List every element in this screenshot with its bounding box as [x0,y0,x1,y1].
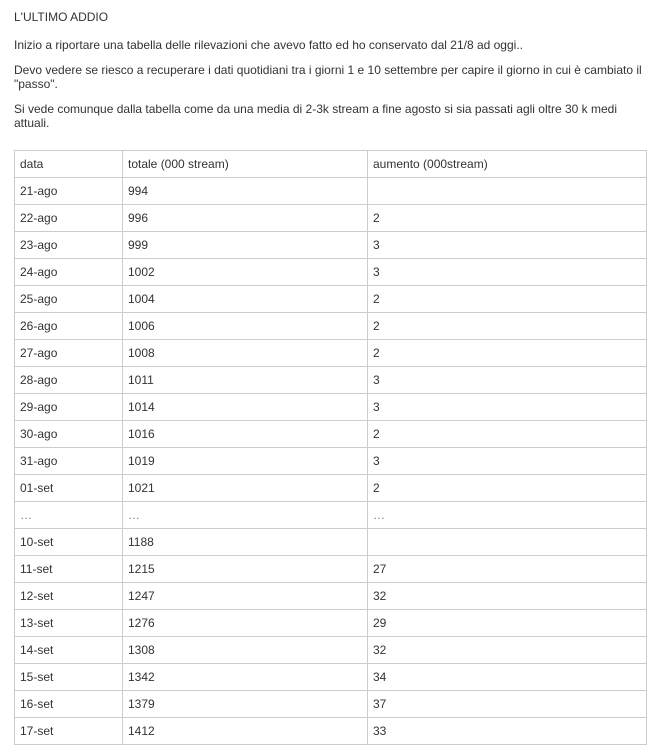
cell-increase [368,529,647,556]
cell-total: 1276 [123,610,368,637]
cell-date: 16-set [15,691,123,718]
table-row [15,664,647,691]
cell-total: 994 [123,178,368,205]
cell-date: 24-ago [15,259,123,286]
cell-date: 30-ago [15,421,123,448]
cell-increase: 34 [368,664,647,691]
cell-total: 1014 [123,394,368,421]
table-row [15,394,647,421]
table-row [15,475,647,502]
cell-increase: 37 [368,691,647,718]
table-row [15,583,647,610]
intro-paragraph: Inizio a riportare una tabella delle rilevazioni che avevo fatto ed ho conservato dal 21/8 ad oggi.. [14,38,523,52]
cell-increase: 3 [368,448,647,475]
header-total: totale (000 stream) [123,151,368,178]
cell-increase: 2 [368,286,647,313]
table-row [15,421,647,448]
cell-total: 1011 [123,367,368,394]
cell-increase: 32 [368,583,647,610]
table-row [15,286,647,313]
cell-date: 11-set [15,556,123,583]
header-date: data [15,151,123,178]
cell-total: 1016 [123,421,368,448]
table-row [15,232,647,259]
table-row [15,367,647,394]
cell-increase: 3 [368,394,647,421]
cell-date: 21-ago [15,178,123,205]
cell-total: 1002 [123,259,368,286]
cell-date: 14-set [15,637,123,664]
table-header-row [15,151,647,178]
cell-increase: 27 [368,556,647,583]
cell-increase: 3 [368,259,647,286]
cell-increase: 2 [368,313,647,340]
cell-total: 1019 [123,448,368,475]
table-row [15,502,647,529]
post-title: L'ULTIMO ADDIO [14,10,109,24]
cell-date: 13-set [15,610,123,637]
summary-paragraph: Si vede comunque dalla tabella come da una media di 2-3k stream a fine agosto si sia passati agli oltre 30 k medi attuali. [14,102,618,130]
table-row [15,178,647,205]
table-row [15,691,647,718]
stream-data-table [14,150,647,745]
cell-increase: 3 [368,367,647,394]
cell-increase [368,178,647,205]
cell-date: 12-set [15,583,123,610]
cell-total: 1247 [123,583,368,610]
cell-increase: 33 [368,718,647,745]
table-row [15,718,647,745]
table-row [15,313,647,340]
table-row [15,259,647,286]
cell-date: 17-set [15,718,123,745]
cell-increase: 3 [368,232,647,259]
cell-date: 29-ago [15,394,123,421]
cell-date: 31-ago [15,448,123,475]
cell-total: 1021 [123,475,368,502]
cell-total: 1308 [123,637,368,664]
cell-date: 25-ago [15,286,123,313]
cell-total: 999 [123,232,368,259]
table-row [15,448,647,475]
cell-total: 996 [123,205,368,232]
cell-total: 1006 [123,313,368,340]
cell-total: 1342 [123,664,368,691]
cell-date: 22-ago [15,205,123,232]
table-row [15,529,647,556]
table-container [14,150,648,745]
cell-date: 27-ago [15,340,123,367]
cell-date: … [15,502,123,529]
cell-increase: 2 [368,340,647,367]
cell-date: 23-ago [15,232,123,259]
cell-total: 1008 [123,340,368,367]
cell-increase: 2 [368,475,647,502]
table-body [15,178,647,745]
table-row [15,637,647,664]
cell-total: 1215 [123,556,368,583]
cell-increase: 32 [368,637,647,664]
cell-increase: 2 [368,421,647,448]
table-row [15,610,647,637]
table-row [15,205,647,232]
cell-date: 15-set [15,664,123,691]
header-increase: aumento (000stream) [368,151,647,178]
cell-date: 01-set [15,475,123,502]
cell-total: … [123,502,368,529]
cell-total: 1379 [123,691,368,718]
table-row [15,556,647,583]
cell-increase: 29 [368,610,647,637]
cell-date: 10-set [15,529,123,556]
cell-total: 1004 [123,286,368,313]
recovery-paragraph: Devo vedere se riesco a recuperare i dati quotidiani tra i giorni 1 e 10 settembre per capire il giorno in cui è cambiato il "passo". [14,63,642,91]
cell-increase: … [368,502,647,529]
cell-date: 28-ago [15,367,123,394]
cell-date: 26-ago [15,313,123,340]
cell-total: 1412 [123,718,368,745]
cell-increase: 2 [368,205,647,232]
cell-total: 1188 [123,529,368,556]
table-row [15,340,647,367]
